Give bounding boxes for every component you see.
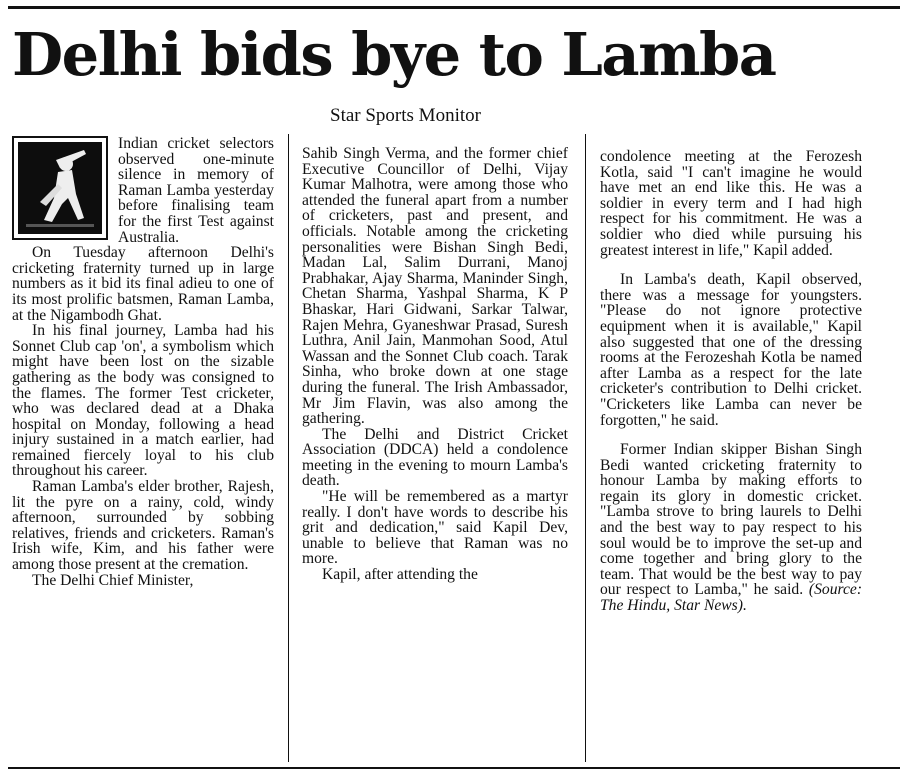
paragraph — [600, 442, 862, 614]
paragraph-text: On Tuesday afternoon Delhi's cricketing fraternity turned up in large numbers as it bid its final adieu to one of its most prolific batsmen, Raman Lamba, at the Nigambodh Ghat. — [12, 244, 274, 324]
column-1 — [12, 136, 274, 588]
column-3-text — [600, 149, 862, 614]
paragraph — [12, 573, 274, 589]
paragraph — [302, 567, 568, 583]
paragraph — [302, 427, 568, 489]
column-rule-1 — [288, 134, 289, 762]
column-rule-2 — [585, 134, 586, 762]
paragraph — [302, 489, 568, 567]
paragraph — [600, 149, 862, 258]
bottom-rule — [8, 767, 900, 769]
paragraph — [12, 479, 274, 573]
headline: Delhi bids bye to Lamba — [12, 20, 776, 89]
source-credit: (Source: The Hindu, Star News). — [600, 581, 863, 615]
paragraph-text: The Delhi Chief Minister, — [32, 571, 194, 589]
column-3 — [600, 149, 862, 614]
paragraph-text: condolence meeting at the Ferozesh Kotla, said "I can't imagine he would have met an end like this. He was a soldier in every term and I had high respect for his commitment. He was a soldier who died while pursuing his greatest interest in life," Kapil added. — [600, 148, 862, 259]
paragraph-text: In Lamba's death, Kapil observed, there was a message for youngsters. "Please do not ignore protective equipment when it is available," Kapil also suggested that one of the dressing rooms at the Ferozeshah Kotla be named after Lamba as a respect for the late cricketer's contribution to Delhi cricket. "Cricketers like Lamba can never be forgotten," he said. — [600, 271, 862, 429]
paragraph — [12, 323, 274, 479]
paragraph — [12, 245, 274, 323]
cricketer-photo — [12, 136, 108, 240]
top-rule — [8, 6, 900, 9]
paragraph-text: Indian cricket selectors observed one-minute silence in memory of Raman Lamba yesterday before finalising team for the first Test against Australia. — [118, 135, 274, 246]
paragraph-text: "He will be remembered as a martyr really. I don't have words to describe his grit and dedication," said Kapil Dev, unable to believe that Raman was no more. — [302, 488, 568, 568]
paragraph-text: Former Indian skipper Bishan Singh Bedi wanted cricketing fraternity to honour Lamba by making efforts to regain its glory in domestic cricket. "Lamba strove to bring laurels to Delhi and the best way to pay respect to his soul would be to improve the set-up and come together and bring glory to the team. That would be the best way to pay our respect to Lamba," he said. — [600, 441, 862, 599]
paragraph-text: Sahib Singh Verma, and the former chief Executive Councillor of Delhi, Vijay Kumar Malhotra, were among those who attended the funeral apart from a number of cricketers, past and present, and officials. Notable among the cricketing personalities were Bishan Singh Bedi, Madan Lal, Salim Durrani, Manoj Prabhakar, Ajay Sharma, Maninder Singh, Chetan Sharma, Yashpal Sharma, K P Bhaskar, Hari Gidwani, Sarkar Talwar, Rajen Mehra, Gyaneshwar Prasad, Suresh Luthra, Anil Jain, Manmohan Sood, Atul Wassan and the Sonnet Club coach. Tarak Sinha, who broke down at one stage during the funeral. The Irish Ambassador, Mr Jim Flavin, was also among the gathering. — [302, 145, 568, 428]
paragraph-text: Raman Lamba's elder brother, Rajesh, lit the pyre on a rainy, cold, windy afternoon, surrounded by sobbing relatives, friends and cricketers. Raman's Irish wife, Kim, and his father were among those present at the cremation. — [12, 478, 274, 574]
paragraph-text: Kapil, after attending the — [322, 566, 478, 584]
column-2-text — [302, 146, 568, 583]
paragraph-text: The Delhi and District Cricket Association (DDCA) held a condolence meeting in the evening to mourn Lamba's death. — [302, 425, 568, 490]
paragraph — [302, 146, 568, 427]
paragraph — [600, 272, 862, 428]
paragraph-text: In his final journey, Lamba had his Sonnet Club cap 'on', a symbolism which might have been lost on the sizable gathering as the body was consigned to the flames. The former Test cricketer, who was declared dead at a Dhaka hospital on Monday, following a head injury sustained in a match earlier, had remained fiercely loyal to his club throughout his career. — [12, 322, 274, 480]
column-2 — [302, 146, 568, 583]
byline: Star Sports Monitor — [330, 105, 481, 126]
batsman-silhouette-icon — [18, 142, 102, 234]
